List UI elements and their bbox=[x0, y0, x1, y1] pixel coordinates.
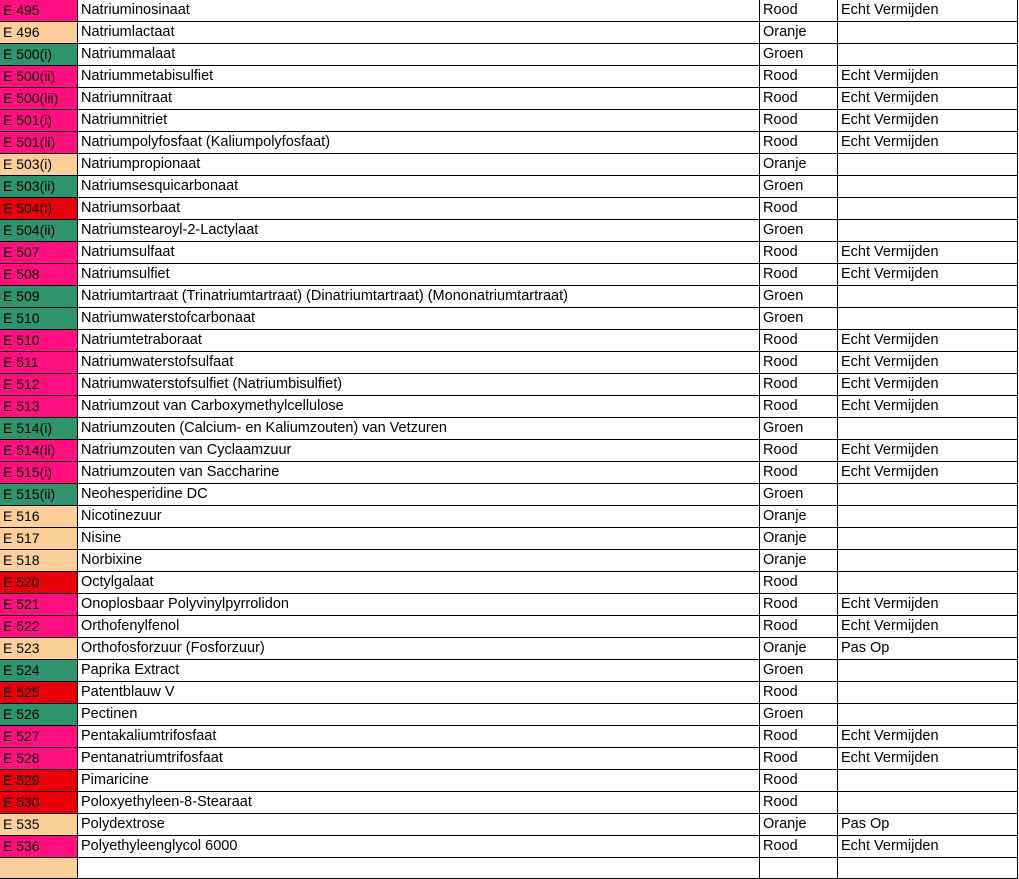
advice-cell[interactable]: Echt Vermijden bbox=[838, 0, 1018, 22]
e-number-cell[interactable]: E 501(ii) bbox=[0, 132, 78, 154]
table-row[interactable] bbox=[0, 308, 1018, 330]
table-row[interactable] bbox=[0, 550, 1018, 572]
rating-cell[interactable]: Groen bbox=[760, 176, 838, 198]
rating-cell[interactable]: Rood bbox=[760, 352, 838, 374]
rating-cell[interactable]: Groen bbox=[760, 484, 838, 506]
additive-name-cell[interactable]: Polydextrose bbox=[78, 814, 760, 836]
advice-cell[interactable]: Echt Vermijden bbox=[838, 66, 1018, 88]
e-number-cell[interactable]: E 520 bbox=[0, 572, 78, 594]
table-row[interactable] bbox=[0, 154, 1018, 176]
additive-name-cell[interactable]: Natriumpolyfosfaat (Kaliumpolyfosfaat) bbox=[78, 132, 760, 154]
e-number-cell[interactable]: E 504(i) bbox=[0, 198, 78, 220]
rating-cell[interactable]: Oranje bbox=[760, 154, 838, 176]
rating-cell[interactable]: Rood bbox=[760, 682, 838, 704]
e-number-cell[interactable]: E 508 bbox=[0, 264, 78, 286]
advice-cell[interactable] bbox=[838, 176, 1018, 198]
additive-name-cell[interactable]: Orthofenylfenol bbox=[78, 616, 760, 638]
advice-cell[interactable]: Echt Vermijden bbox=[838, 616, 1018, 638]
additive-name-cell[interactable]: Pentakaliumtrifosfaat bbox=[78, 726, 760, 748]
advice-cell[interactable]: Pas Op bbox=[838, 638, 1018, 660]
advice-cell[interactable] bbox=[838, 660, 1018, 682]
additive-name-cell[interactable]: Natriumwaterstofsulfaat bbox=[78, 352, 760, 374]
advice-cell[interactable]: Echt Vermijden bbox=[838, 594, 1018, 616]
table-row[interactable] bbox=[0, 242, 1018, 264]
advice-cell[interactable]: Echt Vermijden bbox=[838, 726, 1018, 748]
advice-cell[interactable] bbox=[838, 682, 1018, 704]
advice-cell[interactable] bbox=[838, 858, 1018, 879]
table-row[interactable] bbox=[0, 792, 1018, 814]
additive-name-cell[interactable] bbox=[78, 858, 760, 879]
table-row[interactable] bbox=[0, 594, 1018, 616]
table-row[interactable] bbox=[0, 726, 1018, 748]
advice-cell[interactable]: Echt Vermijden bbox=[838, 748, 1018, 770]
e-number-cell[interactable]: E 495 bbox=[0, 0, 78, 22]
e-number-cell[interactable]: E 516 bbox=[0, 506, 78, 528]
e-number-cell[interactable]: E 523 bbox=[0, 638, 78, 660]
table-row[interactable] bbox=[0, 132, 1018, 154]
e-number-cell[interactable]: E 529 bbox=[0, 770, 78, 792]
e-number-cell[interactable] bbox=[0, 858, 78, 879]
advice-cell[interactable] bbox=[838, 418, 1018, 440]
additive-name-cell[interactable]: Polyethyleenglycol 6000 bbox=[78, 836, 760, 858]
rating-cell[interactable]: Rood bbox=[760, 110, 838, 132]
rating-cell[interactable]: Rood bbox=[760, 440, 838, 462]
table-row[interactable] bbox=[0, 748, 1018, 770]
table-row[interactable] bbox=[0, 858, 1018, 879]
table-row[interactable] bbox=[0, 506, 1018, 528]
advice-cell[interactable] bbox=[838, 308, 1018, 330]
rating-cell[interactable]: Rood bbox=[760, 462, 838, 484]
rating-cell[interactable]: Groen bbox=[760, 286, 838, 308]
e-number-cell[interactable]: E 514(i) bbox=[0, 418, 78, 440]
table-row[interactable] bbox=[0, 286, 1018, 308]
table-row[interactable] bbox=[0, 682, 1018, 704]
table-row[interactable] bbox=[0, 616, 1018, 638]
table-row[interactable] bbox=[0, 374, 1018, 396]
advice-cell[interactable]: Echt Vermijden bbox=[838, 242, 1018, 264]
rating-cell[interactable]: Rood bbox=[760, 66, 838, 88]
advice-cell[interactable] bbox=[838, 44, 1018, 66]
e-number-cell[interactable]: E 509 bbox=[0, 286, 78, 308]
rating-cell[interactable]: Oranje bbox=[760, 550, 838, 572]
additive-name-cell[interactable]: Natriummalaat bbox=[78, 44, 760, 66]
additive-name-cell[interactable]: Natriummetabisulfiet bbox=[78, 66, 760, 88]
rating-cell[interactable]: Groen bbox=[760, 418, 838, 440]
additive-name-cell[interactable]: Natriumlactaat bbox=[78, 22, 760, 44]
additive-name-cell[interactable]: Natriumnitraat bbox=[78, 88, 760, 110]
rating-cell[interactable]: Oranje bbox=[760, 814, 838, 836]
additive-name-cell[interactable]: Nisine bbox=[78, 528, 760, 550]
table-row[interactable] bbox=[0, 638, 1018, 660]
additive-name-cell[interactable]: Norbixine bbox=[78, 550, 760, 572]
advice-cell[interactable] bbox=[838, 572, 1018, 594]
e-number-cell[interactable]: E 530 bbox=[0, 792, 78, 814]
additive-name-cell[interactable]: Natriumsorbaat bbox=[78, 198, 760, 220]
e-number-cell[interactable]: E 511 bbox=[0, 352, 78, 374]
e-number-cell[interactable]: E 510 bbox=[0, 330, 78, 352]
rating-cell[interactable]: Rood bbox=[760, 264, 838, 286]
additive-name-cell[interactable]: Natriumzouten van Saccharine bbox=[78, 462, 760, 484]
table-row[interactable] bbox=[0, 836, 1018, 858]
table-row[interactable] bbox=[0, 198, 1018, 220]
advice-cell[interactable] bbox=[838, 792, 1018, 814]
rating-cell[interactable]: Rood bbox=[760, 594, 838, 616]
table-row[interactable] bbox=[0, 176, 1018, 198]
advice-cell[interactable] bbox=[838, 528, 1018, 550]
e-number-cell[interactable]: E 525 bbox=[0, 682, 78, 704]
table-row[interactable] bbox=[0, 22, 1018, 44]
rating-cell[interactable]: Groen bbox=[760, 220, 838, 242]
e-number-cell[interactable]: E 496 bbox=[0, 22, 78, 44]
e-number-cell[interactable]: E 536 bbox=[0, 836, 78, 858]
table-row[interactable] bbox=[0, 572, 1018, 594]
advice-cell[interactable]: Echt Vermijden bbox=[838, 132, 1018, 154]
additive-name-cell[interactable]: Neohesperidine DC bbox=[78, 484, 760, 506]
table-row[interactable] bbox=[0, 110, 1018, 132]
advice-cell[interactable]: Echt Vermijden bbox=[838, 440, 1018, 462]
table-row[interactable] bbox=[0, 528, 1018, 550]
rating-cell[interactable]: Rood bbox=[760, 770, 838, 792]
table-row[interactable] bbox=[0, 66, 1018, 88]
rating-cell[interactable]: Rood bbox=[760, 88, 838, 110]
advice-cell[interactable] bbox=[838, 22, 1018, 44]
rating-cell[interactable]: Rood bbox=[760, 374, 838, 396]
e-number-cell[interactable]: E 518 bbox=[0, 550, 78, 572]
rating-cell[interactable]: Groen bbox=[760, 660, 838, 682]
rating-cell[interactable]: Oranje bbox=[760, 638, 838, 660]
additive-name-cell[interactable]: Natriumtartraat (Trinatriumtartraat) (Dinatriumtartraat) (Mononatriumtartraat) bbox=[78, 286, 760, 308]
e-number-cell[interactable]: E 503(i) bbox=[0, 154, 78, 176]
additive-name-cell[interactable]: Natriumsulfiet bbox=[78, 264, 760, 286]
e-number-cell[interactable]: E 504(ii) bbox=[0, 220, 78, 242]
advice-cell[interactable] bbox=[838, 154, 1018, 176]
e-number-cell[interactable]: E 515(ii) bbox=[0, 484, 78, 506]
additive-name-cell[interactable]: Patentblauw V bbox=[78, 682, 760, 704]
advice-cell[interactable]: Echt Vermijden bbox=[838, 88, 1018, 110]
e-number-cell[interactable]: E 500(i) bbox=[0, 44, 78, 66]
rating-cell[interactable]: Rood bbox=[760, 836, 838, 858]
advice-cell[interactable] bbox=[838, 286, 1018, 308]
additive-name-cell[interactable]: Natriumpropionaat bbox=[78, 154, 760, 176]
rating-cell[interactable]: Groen bbox=[760, 44, 838, 66]
e-number-cell[interactable]: E 500(iii) bbox=[0, 88, 78, 110]
rating-cell[interactable]: Rood bbox=[760, 0, 838, 22]
rating-cell[interactable]: Oranje bbox=[760, 22, 838, 44]
e-number-cell[interactable]: E 513 bbox=[0, 396, 78, 418]
table-row[interactable] bbox=[0, 660, 1018, 682]
e-number-cell[interactable]: E 515(i) bbox=[0, 462, 78, 484]
table-row[interactable] bbox=[0, 770, 1018, 792]
table-row[interactable] bbox=[0, 330, 1018, 352]
additive-name-cell[interactable]: Nicotinezuur bbox=[78, 506, 760, 528]
additive-name-cell[interactable]: Natriumsulfaat bbox=[78, 242, 760, 264]
e-number-cell[interactable]: E 507 bbox=[0, 242, 78, 264]
additive-name-cell[interactable]: Natriumstearoyl-2-Lactylaat bbox=[78, 220, 760, 242]
e-number-cell[interactable]: E 500(ii) bbox=[0, 66, 78, 88]
additive-name-cell[interactable]: Natriuminosinaat bbox=[78, 0, 760, 22]
advice-cell[interactable] bbox=[838, 506, 1018, 528]
rating-cell[interactable]: Rood bbox=[760, 396, 838, 418]
additive-name-cell[interactable]: Pectinen bbox=[78, 704, 760, 726]
table-row[interactable] bbox=[0, 418, 1018, 440]
advice-cell[interactable] bbox=[838, 704, 1018, 726]
e-number-cell[interactable]: E 517 bbox=[0, 528, 78, 550]
table-row[interactable] bbox=[0, 0, 1018, 22]
rating-cell[interactable]: Groen bbox=[760, 704, 838, 726]
additive-name-cell[interactable]: Natriumzouten van Cyclaamzuur bbox=[78, 440, 760, 462]
advice-cell[interactable]: Echt Vermijden bbox=[838, 396, 1018, 418]
advice-cell[interactable]: Echt Vermijden bbox=[838, 110, 1018, 132]
advice-cell[interactable]: Echt Vermijden bbox=[838, 330, 1018, 352]
table-row[interactable] bbox=[0, 88, 1018, 110]
additive-name-cell[interactable]: Natriumsesquicarbonaat bbox=[78, 176, 760, 198]
table-row[interactable] bbox=[0, 814, 1018, 836]
rating-cell[interactable]: Rood bbox=[760, 198, 838, 220]
rating-cell[interactable]: Oranje bbox=[760, 528, 838, 550]
advice-cell[interactable] bbox=[838, 770, 1018, 792]
advice-cell[interactable] bbox=[838, 484, 1018, 506]
rating-cell[interactable]: Rood bbox=[760, 242, 838, 264]
table-row[interactable] bbox=[0, 704, 1018, 726]
advice-cell[interactable]: Echt Vermijden bbox=[838, 374, 1018, 396]
additive-name-cell[interactable]: Natriumwaterstofsulfiet (Natriumbisulfiet) bbox=[78, 374, 760, 396]
additive-name-cell[interactable]: Natriumtetraboraat bbox=[78, 330, 760, 352]
e-number-cell[interactable]: E 510 bbox=[0, 308, 78, 330]
advice-cell[interactable] bbox=[838, 550, 1018, 572]
additive-name-cell[interactable]: Octylgalaat bbox=[78, 572, 760, 594]
table-row[interactable] bbox=[0, 220, 1018, 242]
e-number-cell[interactable]: E 535 bbox=[0, 814, 78, 836]
rating-cell[interactable]: Rood bbox=[760, 726, 838, 748]
additive-name-cell[interactable]: Orthofosforzuur (Fosforzuur) bbox=[78, 638, 760, 660]
e-number-cell[interactable]: E 503(ii) bbox=[0, 176, 78, 198]
table-row[interactable] bbox=[0, 462, 1018, 484]
rating-cell[interactable]: Rood bbox=[760, 330, 838, 352]
rating-cell[interactable]: Groen bbox=[760, 308, 838, 330]
rating-cell[interactable]: Oranje bbox=[760, 506, 838, 528]
e-number-cell[interactable]: E 527 bbox=[0, 726, 78, 748]
table-row[interactable] bbox=[0, 484, 1018, 506]
advice-cell[interactable]: Echt Vermijden bbox=[838, 462, 1018, 484]
advice-cell[interactable]: Echt Vermijden bbox=[838, 352, 1018, 374]
advice-cell[interactable]: Echt Vermijden bbox=[838, 836, 1018, 858]
advice-cell[interactable] bbox=[838, 198, 1018, 220]
e-number-cell[interactable]: E 501(i) bbox=[0, 110, 78, 132]
advice-cell[interactable] bbox=[838, 220, 1018, 242]
additive-name-cell[interactable]: Paprika Extract bbox=[78, 660, 760, 682]
e-number-cell[interactable]: E 521 bbox=[0, 594, 78, 616]
additive-name-cell[interactable]: Natriumnitriet bbox=[78, 110, 760, 132]
rating-cell[interactable]: Rood bbox=[760, 572, 838, 594]
additive-name-cell[interactable]: Natriumwaterstofcarbonaat bbox=[78, 308, 760, 330]
table-row[interactable] bbox=[0, 352, 1018, 374]
additive-name-cell[interactable]: Onoplosbaar Polyvinylpyrrolidon bbox=[78, 594, 760, 616]
e-number-cell[interactable]: E 524 bbox=[0, 660, 78, 682]
rating-cell[interactable] bbox=[760, 858, 838, 879]
table-row[interactable] bbox=[0, 264, 1018, 286]
e-number-cell[interactable]: E 528 bbox=[0, 748, 78, 770]
advice-cell[interactable]: Pas Op bbox=[838, 814, 1018, 836]
additive-name-cell[interactable]: Poloxyethyleen-8-Stearaat bbox=[78, 792, 760, 814]
additive-name-cell[interactable]: Pentanatriumtrifosfaat bbox=[78, 748, 760, 770]
e-number-cell[interactable]: E 522 bbox=[0, 616, 78, 638]
rating-cell[interactable]: Rood bbox=[760, 792, 838, 814]
rating-cell[interactable]: Rood bbox=[760, 132, 838, 154]
additive-name-cell[interactable]: Pimaricine bbox=[78, 770, 760, 792]
additive-name-cell[interactable]: Natriumzouten (Calcium- en Kaliumzouten) van Vetzuren bbox=[78, 418, 760, 440]
advice-cell[interactable]: Echt Vermijden bbox=[838, 264, 1018, 286]
rating-cell[interactable]: Rood bbox=[760, 616, 838, 638]
table-row[interactable] bbox=[0, 396, 1018, 418]
e-number-cell[interactable]: E 526 bbox=[0, 704, 78, 726]
e-number-cell[interactable]: E 512 bbox=[0, 374, 78, 396]
table-row[interactable] bbox=[0, 440, 1018, 462]
table-row[interactable] bbox=[0, 44, 1018, 66]
additive-name-cell[interactable]: Natriumzout van Carboxymethylcellulose bbox=[78, 396, 760, 418]
rating-cell[interactable]: Rood bbox=[760, 748, 838, 770]
e-number-cell[interactable]: E 514(ii) bbox=[0, 440, 78, 462]
